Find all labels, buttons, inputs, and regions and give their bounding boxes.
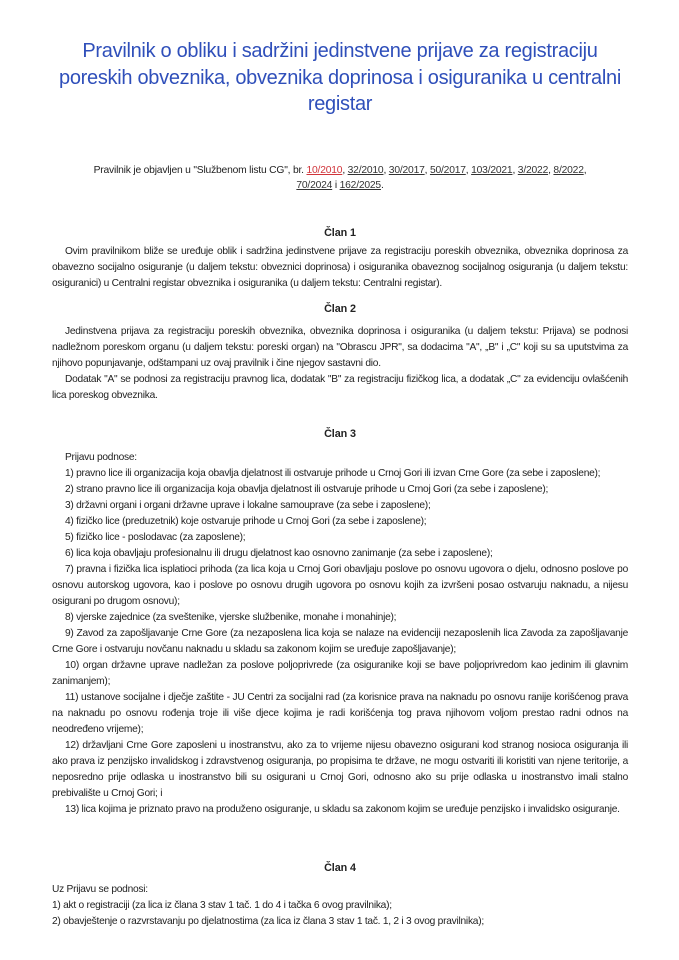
- list-item: 5) fizičko lice - poslodavac (za zaposlene);: [65, 531, 246, 543]
- list-item: 10) organ državne uprave nadležan za poslove poljoprivrede (za osiguranike koji se bave poljoprivredom kao jedinim ili glavnim zanimanjem);: [52, 659, 628, 687]
- separator: i: [332, 180, 340, 191]
- article-3: [52, 428, 628, 818]
- separator: ,: [383, 164, 389, 176]
- gazette-link[interactable]: 10/2010: [306, 164, 343, 176]
- article-paragraph: Jedinstvena prijava za registraciju poreskih obveznika, obveznika doprinosa i osiguranika (u daljem tekstu: Prijava) se podnosi nadležnom poreskom organu (u daljem tekstu: poreski organ) na "Obrascu JPR", sa dodacima "A", „B" i „C" koji su sa uputstvima za njihovo popunjavanje, odštampani uz ovaj pravilnik i čine njegov sastavni dio.: [52, 325, 628, 369]
- document-title: Pravilnik o obliku i sadržini jedinstvene prijave za registraciju poreskih obveznika, obveznika doprinosa i osiguranika u centralni registar: [59, 40, 621, 115]
- article-2: [52, 303, 628, 404]
- list-item: 2) obavještenje o razvrstavanju po djelatnostima (za lica iz člana 3 stav 1 tač. 1, 2 i 3 ovog pravilnika);: [52, 915, 484, 927]
- list-item: 9) Zavod za zapošljavanje Crne Gore (za nezaposlena lica koja se nalaze na evidenciji nezaposlenih lica Zavoda za zapošljavanje Crne Gore i ostvaruju novčanu naknadu u skladu sa zakonom kojim se uređuje zapošljavanje);: [52, 627, 628, 655]
- gazette-link[interactable]: 70/2024: [296, 180, 333, 191]
- list-item: 4) fizičko lice (preduzetnik) koje ostvaruje prihode u Crnoj Gori (za sebe i zaposlene);: [65, 515, 427, 527]
- article-paragraph: Ovim pravilnikom bliže se uređuje oblik i sadržina jedinstvene prijave za registraciju poreskih obveznika, obveznika doprinosa za obavezno socijalno osiguranje (u daljem tekstu: obveznici doprinosa) i osiguranika obaveznog socijalnog osiguranja (u daljem tekstu: osiguranici) u Centralni registar obveznika i osiguranika (u daljem tekstu: Centralni registar).: [52, 245, 628, 289]
- gazette-link[interactable]: 162/2025: [339, 180, 381, 191]
- list-item: 8) vjerske zajednice (za sveštenike, vjerske službenike, monahe i monahinje);: [65, 611, 397, 623]
- document-page: [52, 0, 628, 930]
- article-paragraph: Dodatak "A" se podnosi za registraciju pravnog lica, dodatak "B" za registraciju fizičkog lica, a dodatak „C" za evidenciju ovlašćenih lica poreskog obveznika.: [52, 373, 628, 401]
- list-item: 3) državni organi i organi državne uprave i lokalne samouprave (za sebe i zaposlene);: [65, 499, 431, 511]
- gazette-link[interactable]: 30/2017: [388, 164, 425, 176]
- list-item: 11) ustanove socijalne i dječje zaštite - JU Centri za socijalni rad (za korisnice prava na naknadu po osnovu ranije korišćenog prava na naknadu po osnovu rođenja troje ili više djece kojima je radi korišćenja tog prava njihovom voljom prestao radni odnos na neodređeno vrijeme);: [52, 691, 628, 735]
- gazette-link[interactable]: 103/2021: [471, 164, 513, 176]
- gazette-link[interactable]: 32/2010: [347, 164, 384, 176]
- gazette-link[interactable]: 3/2022: [517, 164, 549, 176]
- list-item: 7) pravna i fizička lica isplatioci prihoda (za lica koja u Crnoj Gori obavljaju poslove po osnovu ugovora o djelu, odnosno poslove po osnovu autorskog ugovora, kao i poslove po osnovu drugih ugovora po osnovu kojih za izvršeni posao ostvaruju naknadu, a nijesu osigurani po drugom osnovu);: [52, 563, 628, 607]
- gazette-link[interactable]: 8/2022: [553, 164, 584, 176]
- separator: .: [380, 180, 384, 191]
- separator: ,: [342, 164, 348, 176]
- list-item: 2) strano pravno lice ili organizacija koja obavlja djelatnost ili ostvaruje prihode u Crnoj Gori (za sebe i zaposlene);: [65, 483, 549, 495]
- separator: ,: [465, 164, 472, 176]
- separator: ,: [424, 164, 430, 176]
- article-heading: Član 2: [324, 302, 356, 315]
- list-item: 1) pravno lice ili organizacija koja obavlja djelatnost ili ostvaruje prihode u Crnoj Gori ili izvan Crne Gore (za sebe i zaposlene);: [65, 467, 601, 479]
- article-heading: Član 3: [324, 427, 356, 440]
- publication-prefix: Pravilnik je objavljen u "Službenom listu CG", br.: [93, 164, 307, 176]
- article-1: [52, 227, 628, 292]
- publication-info: [52, 163, 628, 194]
- list-item: 1) akt o registraciji (za lica iz člana 3 stav 1 tač. 1 do 4 i tačka 6 ovog pravilnika);: [52, 899, 392, 911]
- article-paragraph: Prijavu podnose:: [65, 451, 137, 463]
- article-paragraph: Uz Prijavu se podnosi:: [52, 883, 148, 895]
- list-item: 6) lica koja obavljaju profesionalnu ili drugu djelatnost kao osnovno zanimanje (za sebe i zaposlene);: [65, 547, 493, 559]
- separator: ,: [548, 164, 554, 176]
- list-item: 13) lica kojima je priznato pravo na produženo osiguranje, u skladu sa zakonom kojim se uređuje penzijsko i invalidsko osiguranje.: [65, 803, 620, 815]
- gazette-link[interactable]: 50/2017: [429, 164, 466, 176]
- article-heading: Član 4: [324, 861, 356, 874]
- separator: ,: [512, 164, 518, 176]
- separator: ,: [583, 164, 587, 176]
- article-4: [52, 862, 628, 930]
- list-item: 12) državljani Crne Gore zaposleni u inostranstvu, ako za to vrijeme nijesu obavezno osigurani kod stranog nosioca osiguranja ili ako prava iz penzijsko invalidskog i zdravstvenog osiguranja, po propisima te države, ne mogu ostvariti ili koristiti van njene teritorije, a neposredno prije odlaska u inostranstvo bili su osigurani u Crnoj Gori, odnosno ako su prije odlaska u inostranstvo imali stalno prebivalište u Crnoj Gori; i: [52, 739, 628, 799]
- article-heading: Član 1: [324, 226, 356, 239]
